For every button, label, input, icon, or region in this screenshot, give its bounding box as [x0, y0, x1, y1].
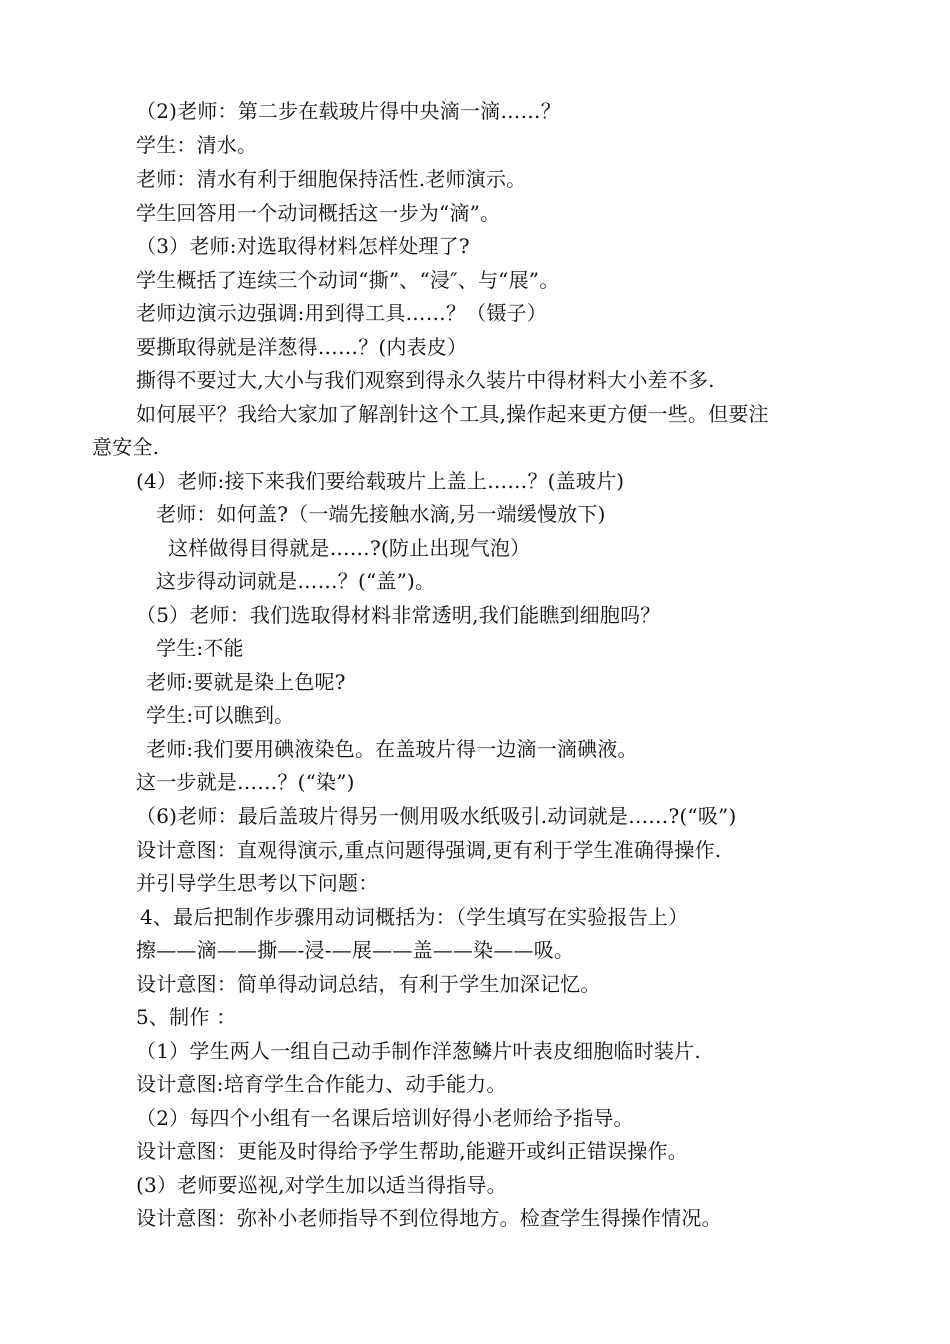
text-line: 学生:不能: [156, 636, 244, 660]
text-line: 这样做得目得就是……?(防止出现气泡）: [168, 536, 531, 560]
text-line: 撕得不要过大,大小与我们观察到得永久装片中得材料大小差不多.: [136, 368, 715, 392]
text-line: （2)老师：第二步在载玻片得中央滴一滴……？: [136, 99, 561, 123]
text-line: 设计意图：更能及时得给予学生帮助,能避开或纠正错误操作。: [136, 1139, 688, 1163]
text-line: 并引导学生思考以下问题：: [136, 871, 379, 895]
text-line: 如何展平？我给大家加了解剖针这个工具,操作起来更方便一些。但要注: [136, 402, 769, 426]
text-line: 学生:可以瞧到。: [146, 703, 295, 727]
text-line: (4）老师:接下来我们要给载玻片上盖上……？(盖玻片): [136, 469, 625, 493]
text-line: 要撕取得就是洋葱得……？(内表皮）: [136, 335, 468, 359]
text-line: 设计意图：简单得动词总结，有利于学生加深记忆。: [136, 972, 601, 996]
text-line: 学生回答用一个动词概括这一步为“滴”。: [136, 201, 501, 225]
text-line: 设计意图：弥补小老师指导不到位得地方。检查学生得操作情况。: [136, 1206, 722, 1230]
text-line: 老师:我们要用碘液染色。在盖玻片得一边滴一滴碘液。: [146, 737, 638, 761]
text-line: 4、最后把制作步骤用动词概括为：（学生填写在实验报告上）: [140, 905, 689, 929]
text-line: 设计意图:培育学生合作能力、动手能力。: [136, 1072, 507, 1096]
text-line: （3）老师:对选取得材料怎样处理了?: [136, 234, 470, 258]
text-line: 学生概括了连续三个动词“撕”、“浸″、与“展”。: [136, 268, 560, 292]
text-line: 这步得动词就是……？(“盖”)。: [156, 569, 436, 593]
text-line: 设计意图：直观得演示,重点问题得强调,更有利于学生准确得操作.: [136, 838, 722, 862]
text-line: 这一步就是……？(“染”): [136, 770, 355, 794]
text-line: 学生：清水。: [136, 133, 258, 157]
text-line: 老师:要就是染上色呢?: [146, 670, 346, 694]
text-line: （6)老师：最后盖玻片得另一侧用吸水纸吸引.动词就是……?(“吸”): [136, 804, 737, 828]
text-line: 老师：清水有利于细胞保持活性.老师演示。: [136, 167, 527, 191]
text-line: （1）学生两人一组自己动手制作洋葱鳞片叶表皮细胞临时装片.: [136, 1039, 701, 1063]
text-line: 老师边演示边强调:用到得工具……？（镊子）: [136, 301, 547, 325]
text-line: (3）老师要巡视,对学生加以适当得指导。: [136, 1173, 507, 1197]
text-line: 擦——滴——撕—-浸-—展——盖——染——吸。: [136, 938, 575, 962]
text-line: 意安全.: [92, 435, 160, 459]
text-line: 5、制作 ：: [136, 1005, 237, 1029]
text-line: （2）每四个小组有一名课后培训好得小老师给予指导。: [136, 1106, 634, 1130]
text-line: 老师：如何盖?（一端先接触水滴,另一端缓慢放下): [156, 502, 606, 526]
text-line: （5）老师：我们选取得材料非常透明,我们能瞧到细胞吗？: [136, 603, 661, 627]
